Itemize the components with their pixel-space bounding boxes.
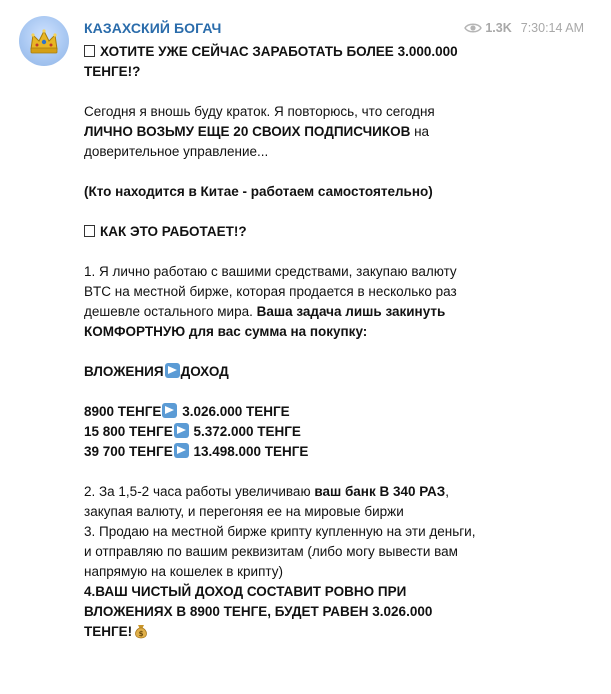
- intro-line-3: доверительное управление...: [84, 144, 269, 159]
- step3-line-1: 3. Продаю на местной бирже крипту купленную на эти деньги,: [84, 524, 476, 539]
- invest-amount: 39 700 ТЕНГЕ: [84, 444, 173, 459]
- income-row: [84, 422, 594, 442]
- intro-rest: на: [410, 124, 430, 139]
- step4-line-3: [84, 622, 594, 642]
- money-bag-icon: [133, 622, 149, 639]
- step1-line-4: КОМФОРТНУЮ для вас сумма на покупку:: [84, 324, 368, 339]
- post-time: 7:30:14 AM: [520, 21, 584, 35]
- income-amount: 5.372.000 ТЕНГЕ: [189, 424, 301, 439]
- income-amount: 13.498.000 ТЕНГЕ: [189, 444, 309, 459]
- post-title-text: ХОТИТЕ УЖЕ СЕЙЧАС ЗАРАБОТАТЬ БОЛЕЕ 3.000.000: [100, 44, 458, 59]
- step1-plain: дешевле остального мира.: [84, 304, 257, 319]
- step2-line-2: закупая валюту, и перегоняя ее на мировые биржи: [84, 504, 404, 519]
- step2-plain: 2. За 1,5-2 часа работы увеличиваю: [84, 484, 315, 499]
- channel-post: [84, 18, 594, 642]
- invest-heading: ВЛОЖЕНИЯ: [84, 364, 164, 379]
- view-count: 1.3K: [485, 21, 512, 35]
- how-heading: [84, 222, 594, 242]
- crown-avatar-icon: [19, 16, 69, 66]
- arrow-right-icon: [174, 423, 189, 438]
- step4-line-1: 4.ВАШ ЧИСТЫЙ ДОХОД СОСТАВИТ РОВНО ПРИ: [84, 584, 407, 599]
- checkbox-icon: [84, 225, 95, 237]
- intro-bold: ЛИЧНО ВОЗЬМУ ЕЩЕ 20 СВОИХ ПОДПИСЧИКОВ: [84, 124, 411, 139]
- post-meta: [464, 21, 584, 35]
- invest-amount: 8900 ТЕНГЕ: [84, 404, 162, 419]
- step3-line-2: и отправляю по вашим реквизитам (либо могу вывести вам: [84, 544, 458, 559]
- svg-text:$: $: [138, 630, 144, 638]
- arrow-right-icon: [174, 443, 189, 458]
- step4-line-2: ВЛОЖЕНИЯХ В 8900 ТЕНГЕ, БУДЕТ РАВЕН 3.026.000: [84, 604, 433, 619]
- post-body: [84, 42, 594, 642]
- channel-avatar[interactable]: [19, 16, 69, 66]
- invest-amount: 15 800 ТЕНГЕ: [84, 424, 173, 439]
- eye-icon: [464, 22, 482, 34]
- checkbox-icon: [84, 45, 95, 57]
- post-title-line-2: ТЕНГЕ!?: [84, 64, 141, 79]
- step4-text: ТЕНГЕ!: [84, 624, 133, 639]
- step1-bold: Ваша задача лишь закинуть: [256, 304, 446, 319]
- step3-line-3: напрямую на кошелек в крипту): [84, 564, 283, 579]
- step2-end: ,: [445, 484, 450, 499]
- income-row: [84, 402, 594, 422]
- step2-line-1: [84, 482, 594, 502]
- income-heading: ДОХОД: [180, 364, 229, 379]
- arrow-right-icon: [162, 403, 177, 418]
- china-note: (Кто находится в Китае - работаем самостоятельно): [84, 184, 433, 199]
- channel-name[interactable]: КАЗАХСКИЙ БОГАЧ: [84, 20, 222, 36]
- step1-line-1: 1. Я лично работаю с вашими средствами, закупаю валюту: [84, 264, 457, 279]
- how-heading-text: КАК ЭТО РАБОТАЕТ!?: [100, 224, 247, 239]
- table-heading: [84, 362, 594, 382]
- arrow-right-icon: [165, 363, 180, 378]
- income-amount: 3.026.000 ТЕНГЕ: [178, 404, 290, 419]
- step1-line-3: [84, 302, 594, 322]
- post-header: [84, 18, 594, 38]
- intro-line-2: [84, 122, 594, 142]
- step2-bold: ваш банк В 340 РАЗ: [314, 484, 446, 499]
- step1-line-2: BTC на местной бирже, которая продается в несколько раз: [84, 284, 457, 299]
- income-row: [84, 442, 594, 462]
- intro-line-1: Сегодня я вношь буду краток. Я повторюсь, что сегодня: [84, 104, 435, 119]
- post-title-line-1: [84, 42, 594, 62]
